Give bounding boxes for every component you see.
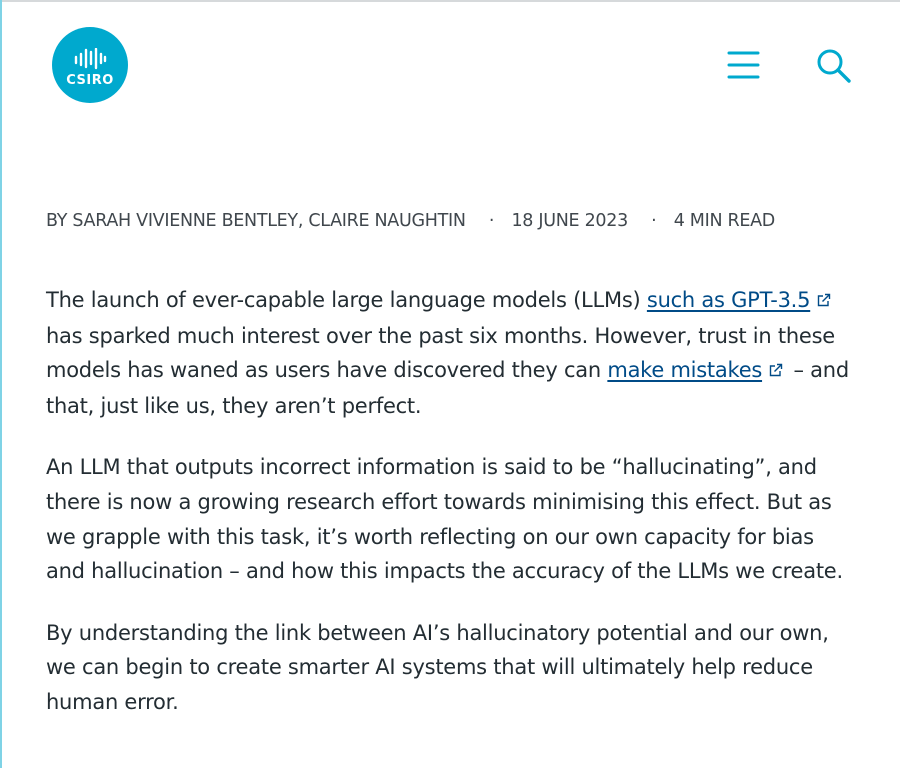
site-header xyxy=(0,0,900,130)
link-gpt-3-5[interactable]: such as GPT-3.5 xyxy=(646,288,811,312)
menu-button[interactable] xyxy=(727,49,761,81)
paragraph-text: The launch of ever-capable large language models (LLMs) xyxy=(46,288,647,312)
hamburger-menu-icon xyxy=(727,49,761,81)
article-paragraph: By understanding the link between AI’s hallucinatory potential and our own, we can begin to create smarter AI systems that will ultimately help reduce human error. xyxy=(46,620,829,714)
byline-authors: BY SARAH VIVIENNE BENTLEY, CLAIRE NAUGHTIN xyxy=(46,211,466,231)
logo-text: CSIRO xyxy=(66,73,114,88)
article-byline xyxy=(46,211,866,231)
csiro-logo[interactable] xyxy=(52,27,128,103)
article-paragraph xyxy=(46,283,858,423)
byline-read-time: 4 MIN READ xyxy=(673,211,775,231)
search-icon xyxy=(816,48,852,84)
article-body xyxy=(46,283,858,747)
external-link-icon xyxy=(768,354,783,389)
link-make-mistakes[interactable]: make mistakes xyxy=(607,358,763,383)
external-link-icon xyxy=(816,284,831,319)
byline-separator: · xyxy=(488,211,495,231)
byline-date: 18 JUNE 2023 xyxy=(511,211,628,231)
paragraph-text: has sparked much interest over the past six months. However, trust in these models has waned as users have discovered they can xyxy=(46,323,835,383)
paragraph-text: – and that, just like us, they aren’t perfect. xyxy=(46,358,849,418)
logo-soundwave-icon xyxy=(72,48,108,70)
search-button[interactable] xyxy=(816,48,852,84)
byline-separator: · xyxy=(651,211,657,231)
article-paragraph: An LLM that outputs incorrect information is said to be “hallucinating”, and there is now a growing research effort towards minimising this effect. But as we grapple with this task, it’s worth reflecting on our own capacity for bias and hallucination – and how this impacts the accuracy of the LLMs we create. xyxy=(46,455,843,584)
